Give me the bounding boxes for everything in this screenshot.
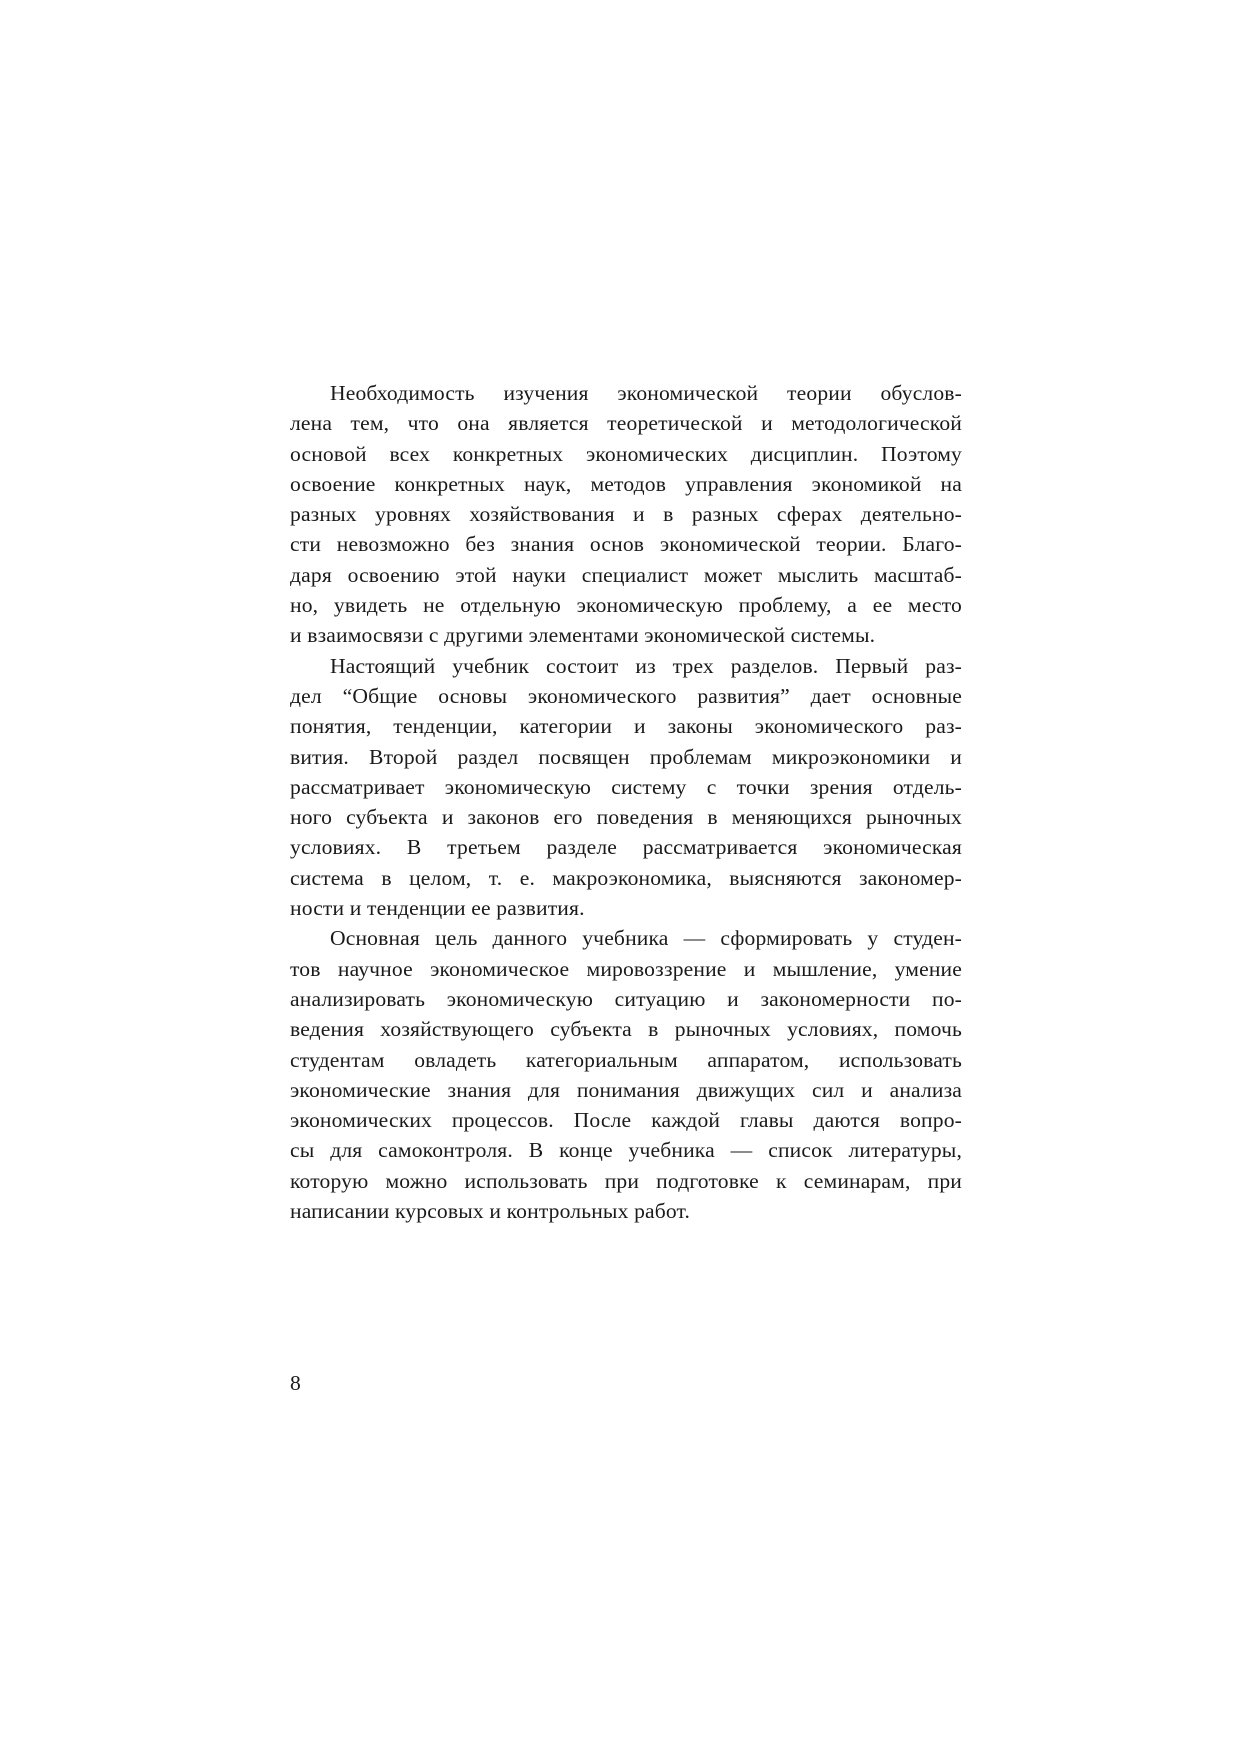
text-line: рассматривает экономическую систему с точки зрения отдель- [290, 774, 962, 799]
text-line: лена тем, что она является теоретической и методологической [290, 411, 962, 436]
text-line: сы для самоконтроля. В конце учебника — список литературы, [290, 1138, 962, 1163]
text-line: ведения хозяйствующего субъекта в рыночных условиях, помочь [290, 1017, 962, 1042]
text-line: экономических процессов. После каждой главы даются вопро- [290, 1108, 962, 1133]
text-line: Настоящий учебник состоит из трех разделов. Первый раз- [330, 653, 962, 678]
text-line: понятия, тенденции, категории и законы экономического раз- [290, 714, 962, 739]
text-line: написании курсовых и контрольных работ. [290, 1199, 691, 1224]
text-line: сти невозможно без знания основ экономической теории. Благо- [290, 532, 962, 557]
text-line: вития. Второй раздел посвящен проблемам микроэкономики и [290, 744, 962, 769]
text-line: условиях. В третьем разделе рассматривается экономическая [290, 835, 962, 860]
text-line: Основная цель данного учебника — сформировать у студен- [330, 926, 962, 951]
text-line: разных уровнях хозяйствования и в разных сферах деятельно- [290, 502, 962, 527]
text-line: система в целом, т. е. макроэкономика, выясняются закономер- [290, 865, 962, 890]
text-line: студентам овладеть категориальным аппаратом, использовать [290, 1047, 962, 1072]
text-line: ного субъекта и законов его поведения в меняющихся рыночных [290, 805, 962, 830]
text-line: анализировать экономическую ситуацию и закономерности по- [290, 986, 962, 1011]
text-line: освоение конкретных наук, методов управления экономикой на [290, 471, 962, 496]
text-line: Необходимость изучения экономической теории обуслов- [330, 381, 962, 405]
text-line: дел “Общие основы экономического развития” дает основные [290, 683, 962, 708]
paragraph-1 [290, 378, 962, 651]
paragraph-3 [290, 923, 962, 1226]
main-text [290, 378, 962, 1226]
text-line: ности и тенденции ее развития. [290, 896, 585, 921]
text-line: основой всех конкретных экономических дисциплин. Поэтому [290, 441, 962, 466]
paragraph-2 [290, 651, 962, 924]
text-line: но, увидеть не отдельную экономическую проблему, а ее место [290, 593, 962, 618]
text-line: и взаимосвязи с другими элементами экономической системы. [290, 623, 876, 648]
text-line: экономические знания для понимания движущих сил и анализа [290, 1077, 962, 1102]
text-line: даря освоению этой науки специалист может мыслить масштаб- [290, 562, 962, 587]
page-number: 8 [290, 1371, 301, 1395]
text-line: которую можно использовать при подготовке к семинарам, при [290, 1168, 962, 1193]
text-line: тов научное экономическое мировоззрение и мышление, умение [290, 956, 962, 981]
